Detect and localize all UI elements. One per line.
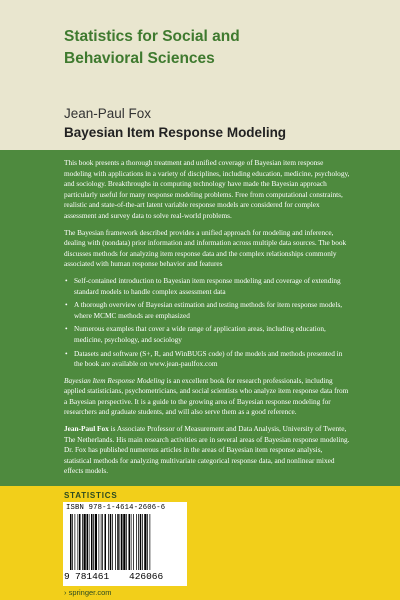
barcode-bar: [138, 514, 139, 570]
barcode-bar: [131, 514, 132, 570]
barcode-bar: [144, 514, 146, 570]
barcode-bar: [70, 514, 72, 570]
barcode-bar: [108, 514, 109, 570]
barcode-digits-left: 781461: [75, 571, 110, 582]
barcode-bar: [120, 514, 121, 570]
feature-item: [65, 300, 350, 321]
barcode-graphic: [69, 514, 181, 572]
feature-item: [65, 348, 350, 370]
barcode-bar: [117, 514, 119, 570]
series-title-line-2: Behavioral Sciences: [64, 50, 215, 67]
feature-item: [65, 324, 350, 345]
barcode-bar: [93, 514, 94, 570]
barcode-bar: [91, 514, 93, 570]
book-title: Bayesian Item Response Modeling: [64, 125, 287, 140]
barcode: [63, 502, 187, 586]
feature-list: [64, 276, 350, 370]
barcode-bar: [102, 514, 103, 570]
author-bio-name: Jean-Paul Fox: [64, 424, 109, 434]
barcode-bar: [126, 514, 127, 570]
barcode-bar: [140, 514, 142, 570]
barcode-bar: [142, 514, 143, 570]
description-paragraph-1: This book presents a thorough treatment and unified coverage of Bayesian item response modeling with applications in a variety of disciplines, including education, medicine, psychology, and sociology. Breakthroughs in computing technology have made the Bayesian approach particularly useful for many response modeling problems. Free from computational constraints, realistic and state-of-the-art latent variable response models are considered for complex assessment and survey data to solve real-world problems.: [64, 158, 350, 220]
subject-category: STATISTICS: [64, 491, 118, 500]
barcode-bar: [133, 514, 134, 570]
feature-item-text: Numerous examples that cover a wide range of application areas, including education, medicine, psychology, and sociology: [74, 324, 326, 344]
barcode-bar: [123, 514, 125, 570]
author-name: Jean-Paul Fox: [64, 106, 152, 121]
barcode-bar: [101, 514, 102, 570]
barcode-bar: [84, 514, 86, 570]
series-title-line-1: Statistics for Social and: [64, 28, 240, 45]
barcode-bars: [69, 514, 181, 572]
barcode-bar: [105, 514, 107, 570]
barcode-digits-right: 426066: [129, 571, 164, 582]
isbn-label: ISBN 978-1-4614-2606-6: [66, 504, 166, 512]
bullet-icon: •: [65, 300, 68, 310]
barcode-bar: [89, 514, 90, 570]
paragraph-3-text: is an excellent book for research professionals, including applied statisticians, psychometricians, and social scientists who analyze item response data from a Bayesian perspective. It is a guide to the growing area of Bayesian response modeling for researchers and graduate students, and will also serve them as a good reference.: [64, 375, 349, 417]
bullet-icon: •: [65, 324, 68, 334]
barcode-bar: [82, 514, 83, 570]
publisher-link[interactable]: › springer.com: [64, 588, 112, 597]
feature-item-text: Self-contained introduction to Bayesian item response modeling and coverage of extending standard models to handle complex assessment data: [74, 275, 341, 296]
barcode-bar: [78, 514, 79, 570]
barcode-bar: [115, 514, 116, 570]
barcode-digit-first: 9: [64, 571, 70, 582]
description: [64, 158, 350, 483]
barcode-bar: [112, 514, 113, 570]
barcode-bar: [99, 514, 100, 570]
barcode-bar: [110, 514, 112, 570]
description-paragraph-3: [64, 376, 350, 418]
feature-item: [65, 275, 350, 297]
series-title: [64, 26, 364, 70]
feature-item-text: Datasets and software (S+, R, and WinBUGS code) of the models and methods presented in the book are available on www.jean-paulfox.com: [74, 348, 343, 369]
barcode-bar: [150, 514, 151, 570]
barcode-bar: [75, 514, 76, 570]
bullet-icon: •: [65, 275, 68, 285]
description-paragraph-2: The Bayesian framework described provides a unified approach for modeling and inference, dealing with (nondata) prior information and information across multiple data sources. The book discusses methods for analyzing item response data and the complex relationships commonly associated with human response behavior and features: [64, 227, 347, 269]
author-bio: [64, 424, 350, 477]
book-title-inline: Bayesian Item Response Modeling: [64, 375, 165, 385]
barcode-bar: [147, 514, 148, 570]
footer-band: [0, 486, 400, 600]
barcode-bar: [129, 514, 131, 570]
barcode-bar: [136, 514, 137, 570]
barcode-bar: [79, 514, 81, 570]
barcode-bar: [121, 514, 123, 570]
barcode-bar: [72, 514, 73, 570]
bullet-icon: •: [65, 348, 68, 358]
feature-item-text: A thorough overview of Bayesian estimation and testing methods for item response models, where MCMC methods are emphasized: [74, 300, 343, 320]
author-bio-text: is Associate Professor of Measurement and Data Analysis, University of Twente, The Netherlands. His main research activities are in several areas of Bayesian response modeling. Dr. Fox has published numerous articles in the areas of Bayesian item response analysis, statistical methods for analyzing multivariate categorical response data, and nonlinear mixed effects models.: [64, 424, 350, 476]
barcode-bar: [87, 514, 89, 570]
barcode-bar: [95, 514, 97, 570]
